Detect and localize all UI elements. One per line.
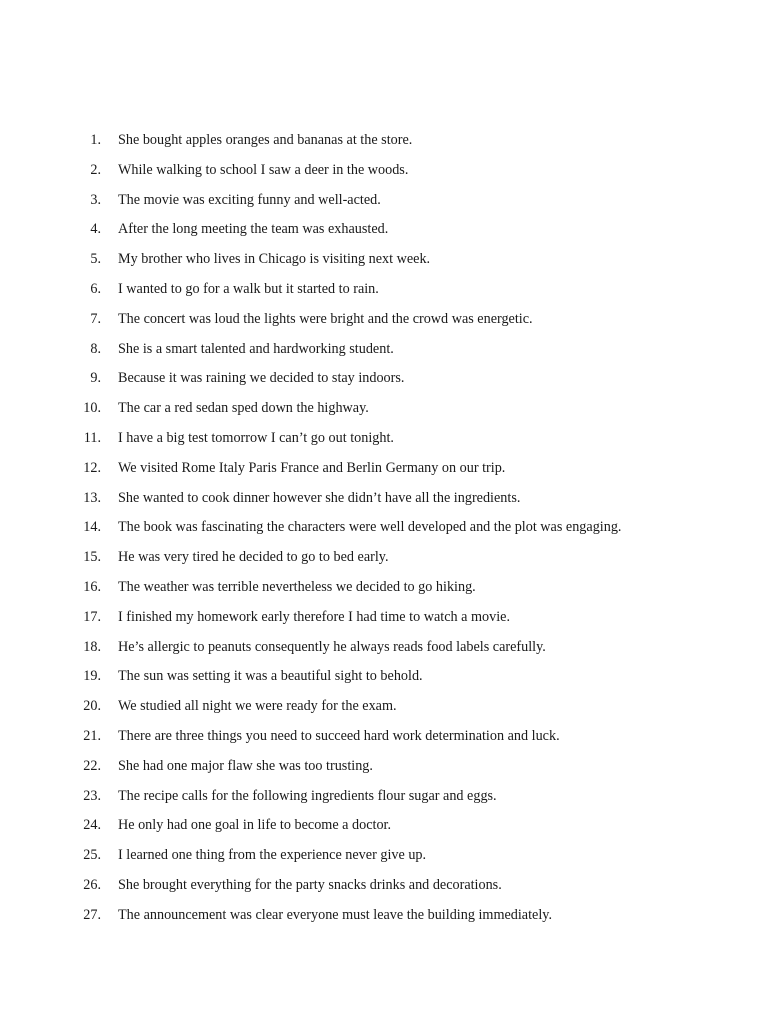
- item-text: I finished my homework early therefore I had time to watch a movie.: [118, 608, 510, 625]
- item-text: While walking to school I saw a deer in the woods.: [118, 161, 409, 178]
- list-item: [0, 484, 768, 514]
- item-text: He was very tired he decided to go to bed early.: [118, 549, 389, 566]
- list-item: [0, 275, 768, 305]
- item-number: 27.: [83, 906, 101, 923]
- item-number: 11.: [83, 429, 101, 446]
- list-item: [0, 543, 768, 573]
- item-text: He only had one goal in life to become a doctor.: [118, 817, 392, 834]
- item-text: The concert was loud the lights were bright and the crowd was energetic.: [118, 310, 533, 327]
- item-number: 24.: [83, 817, 101, 834]
- list-item: [0, 394, 768, 424]
- item-text: He’s allergic to peanuts consequently he always reads food labels carefully.: [118, 638, 546, 655]
- item-number: 8.: [90, 340, 101, 357]
- item-number: 13.: [83, 489, 101, 506]
- list-item: [0, 692, 768, 722]
- item-number: 17.: [83, 608, 101, 625]
- item-number: 23.: [83, 787, 101, 804]
- item-number: 20.: [83, 698, 101, 715]
- item-text: She had one major flaw she was too trusting.: [118, 757, 373, 774]
- item-text: There are three things you need to succeed hard work determination and luck.: [118, 727, 560, 744]
- item-number: 2.: [90, 161, 101, 178]
- list-item: [0, 215, 768, 245]
- list-item: [0, 752, 768, 782]
- item-text: The car a red sedan sped down the highway.: [118, 400, 369, 417]
- item-text: The book was fascinating the characters were well developed and the plot was engaging.: [118, 519, 622, 536]
- item-text: Because it was raining we decided to stay indoors.: [118, 370, 405, 387]
- item-number: 1.: [90, 132, 101, 148]
- list-item: [0, 245, 768, 275]
- list-item: [0, 305, 768, 335]
- item-text: We visited Rome Italy Paris France and Berlin Germany on our trip.: [118, 459, 506, 476]
- item-number: 7.: [90, 310, 101, 327]
- list-item: [0, 603, 768, 633]
- item-text: She bought apples oranges and bananas at the store.: [118, 132, 413, 148]
- list-item: [0, 633, 768, 663]
- item-text: She is a smart talented and hardworking student.: [118, 340, 394, 357]
- list-item: [0, 126, 768, 156]
- item-number: 6.: [90, 280, 101, 297]
- item-number: 21.: [83, 727, 101, 744]
- item-number: 19.: [83, 668, 101, 685]
- item-text: The announcement was clear everyone must leave the building immediately.: [118, 906, 553, 923]
- list-item: [0, 513, 768, 543]
- item-number: 18.: [83, 638, 101, 655]
- item-text: The recipe calls for the following ingredients flour sugar and eggs.: [118, 787, 497, 804]
- list-item: [0, 573, 768, 603]
- item-text: I learned one thing from the experience never give up.: [118, 847, 427, 864]
- list-item: [0, 782, 768, 812]
- list-item: [0, 722, 768, 752]
- list-item: [0, 662, 768, 692]
- item-number: 25.: [83, 847, 101, 864]
- item-text: My brother who lives in Chicago is visiting next week.: [118, 251, 431, 268]
- item-number: 26.: [83, 876, 101, 893]
- item-text: I wanted to go for a walk but it started to rain.: [118, 280, 379, 297]
- list-item: [0, 156, 768, 186]
- item-number: 3.: [90, 191, 101, 208]
- item-number: 5.: [90, 251, 101, 268]
- item-text: The sun was setting it was a beautiful sight to behold.: [118, 668, 423, 685]
- sentence-list: [0, 126, 768, 931]
- item-number: 22.: [83, 757, 101, 774]
- item-number: 10.: [83, 400, 101, 417]
- list-item: [0, 424, 768, 454]
- list-item: [0, 454, 768, 484]
- item-number: 4.: [90, 221, 101, 238]
- item-number: 16.: [83, 578, 101, 595]
- item-number: 15.: [83, 549, 101, 566]
- item-text: I have a big test tomorrow I can’t go out tonight.: [118, 429, 394, 446]
- list-item: [0, 364, 768, 394]
- item-number: 14.: [83, 519, 101, 536]
- list-item: [0, 841, 768, 871]
- item-text: The movie was exciting funny and well-acted.: [118, 191, 381, 208]
- item-text: After the long meeting the team was exhausted.: [118, 221, 389, 238]
- item-text: We studied all night we were ready for the exam.: [118, 698, 397, 715]
- list-item: [0, 901, 768, 931]
- item-number: 9.: [90, 370, 101, 387]
- list-item: [0, 811, 768, 841]
- list-item: [0, 186, 768, 216]
- item-text: She wanted to cook dinner however she didn’t have all the ingredients.: [118, 489, 521, 506]
- item-text: The weather was terrible nevertheless we decided to go hiking.: [118, 578, 476, 595]
- list-item: [0, 335, 768, 365]
- item-text: She brought everything for the party snacks drinks and decorations.: [118, 876, 502, 893]
- item-number: 12.: [83, 459, 101, 476]
- list-item: [0, 871, 768, 901]
